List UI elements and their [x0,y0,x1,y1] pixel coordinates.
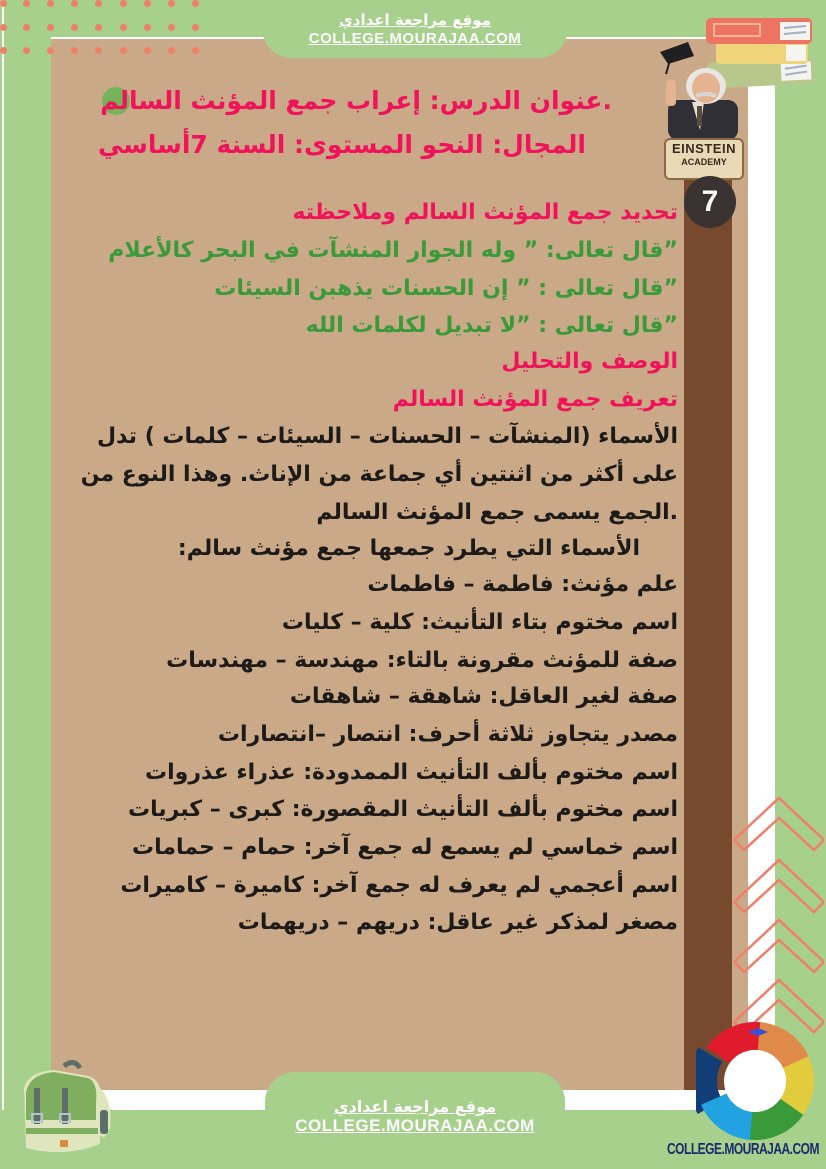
left-green-band [4,37,51,1110]
logo-caption: COLLEGE.MOURAJAA.COM [667,1139,819,1159]
quote-2: ”قال تعالى : ” إن الحسنات يذهبن السيئات [214,276,678,301]
einstein-academy-logo [664,138,744,180]
list-item: اسم مختوم بألف التأنيث المقصورة: كبرى – كبريات [128,797,678,822]
list-item: اسم مختوم بألف التأنيث الممدودة: عذراء عذروات [145,760,678,785]
list-item: اسم خماسي لم يسمع له جمع آخر: حمام – حمامات [131,835,678,860]
list-item: مصدر يتجاوز ثلاثة أحرف: انتصار –انتصارات [217,722,678,747]
lesson-title: .عنوان الدرس: إعراب جمع المؤنث السالم [100,86,612,115]
list-item: علم مؤنث: فاطمة – فاطمات [367,572,678,597]
list-item: اسم أعجمي لم يعرف له جمع آخر: كاميرة – كاميرات [120,873,678,898]
school-subjects-wheel-icon [696,1022,814,1140]
page-number-badge: 7 [684,176,736,228]
list-item: صفة لغير العاقل: شاهقة – شاهقات [289,684,678,709]
definition-line-1: الأسماء (المنشآت – الحسنات – السيئات – كلمات ) تدل [96,424,678,449]
section-heading-identify: تحديد جمع المؤنث السالم وملاحظته [292,200,678,225]
site-name-arabic[interactable]: موقع مراجعة اعدادي [333,1097,497,1116]
list-item: مصغر لمذكر غير عاقل: دريهم – دريهمات [237,910,678,935]
site-banner-top [262,0,568,58]
list-item: اسم مختوم بتاء التأنيث: كلية – كليات [281,610,678,635]
einstein-mascot-icon [660,40,740,140]
site-url-link[interactable]: COLLEGE.MOURAJAA.COM [295,1116,535,1135]
chevron-up-decoration-icon [734,790,824,1040]
site-banner-bottom [265,1072,565,1169]
section-heading-analysis: الوصف والتحليل [501,349,678,374]
quote-3: ”قال تعالى : ”لا تبديل لكلمات الله [305,313,678,338]
dots-pattern [0,0,210,60]
site-name-arabic[interactable]: موقع مراجعة اعدادي [339,11,491,29]
site-url-link[interactable]: COLLEGE.MOURAJAA.COM [308,30,522,47]
definition-line-3: .الجمع يسمى جمع المؤنث السالم [316,500,678,525]
definition-line-2: على أكثر من اثنتين أي جماعة من الإناث. وهذا النوع من [80,462,678,487]
academy-subtitle: ACADEMY [681,157,727,167]
backpack-icon [14,1058,114,1158]
section-heading-definition: تعريف جمع المؤنث السالم [392,387,678,412]
quote-1: ”قال تعالى: ” وله الجوار المنشآت في البحر كالأعلام [108,238,678,263]
list-intro: الأسماء التي يطرد جمعها جمع مؤنث سالم: [177,536,640,561]
academy-name: EINSTEIN [672,141,736,156]
side-column [684,160,732,1090]
list-item: صفة للمؤنث مقرونة بالتاء: مهندسة – مهندسات [166,648,678,673]
domain-level: المجال: النحو المستوى: السنة 7أساسي [97,130,586,159]
